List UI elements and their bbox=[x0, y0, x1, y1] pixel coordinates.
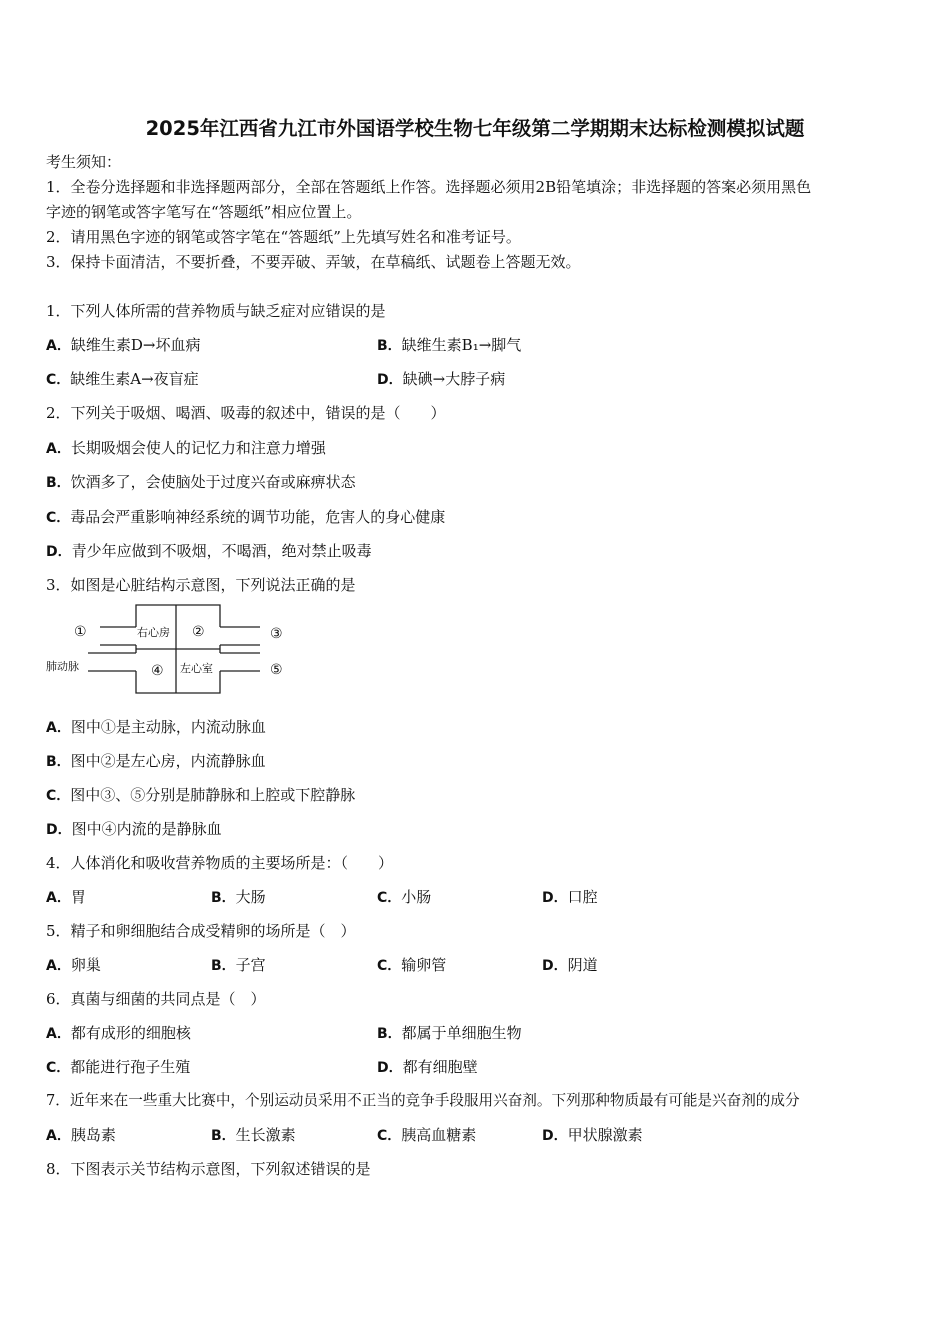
q6-option-d: D．都有细胞壁 bbox=[377, 1058, 478, 1076]
q6-option-c: C．都能进行孢子生殖 bbox=[46, 1058, 191, 1076]
page-title: 2025年江西省九江市外国语学校生物七年级第二学期期末达标检测模拟试题 bbox=[145, 117, 805, 140]
notice-item-1: 1．全卷分选择题和非选择题两部分，全部在答题纸上作答。选择题必须用2B铅笔填涂；非选择题的答案必须用黑色 bbox=[46, 178, 812, 196]
heart-structure-diagram bbox=[44, 603, 294, 695]
question-8-stem: 8．下图表示关节结构示意图，下列叙述错误的是 bbox=[46, 1160, 371, 1178]
q5-option-a: A．卵巢 bbox=[46, 956, 101, 974]
q1-option-c: C．缺维生素A→夜盲症 bbox=[46, 370, 199, 388]
q4-option-d: D．口腔 bbox=[542, 888, 598, 906]
q7-option-d: D．甲状腺激素 bbox=[542, 1126, 643, 1144]
question-6-stem: 6．真菌与细菌的共同点是（ ） bbox=[46, 990, 266, 1008]
question-7-stem: 7．近年来在一些重大比赛中，个别运动员采用不正当的竞争手段服用兴奋剂。下列那种物质最有可能是兴奋剂的成分 bbox=[46, 1092, 800, 1109]
q7-option-a: A．胰岛素 bbox=[46, 1126, 116, 1144]
q4-option-b: B．大肠 bbox=[211, 888, 266, 906]
q3-option-a: A．图中①是主动脉，内流动脉血 bbox=[46, 718, 266, 736]
q2-option-d: D．青少年应做到不吸烟，不喝酒，绝对禁止吸毒 bbox=[46, 542, 372, 560]
q3-option-d: D．图中④内流的是静脉血 bbox=[46, 820, 222, 838]
q7-option-b: B．生长激素 bbox=[211, 1126, 296, 1144]
q6-option-a: A．都有成形的细胞核 bbox=[46, 1024, 191, 1042]
heart-top-edge bbox=[136, 605, 220, 627]
q2-option-a: A．长期吸烟会使人的记忆力和注意力增强 bbox=[46, 439, 326, 457]
question-2-stem: 2．下列关于吸烟、喝酒、吸毒的叙述中，错误的是（ ） bbox=[46, 404, 446, 422]
label-2: ② bbox=[192, 624, 205, 640]
q2-option-b: B．饮酒多了，会使脑处于过度兴奋或麻痹状态 bbox=[46, 473, 356, 491]
q5-option-b: B．子宫 bbox=[211, 956, 266, 974]
q1-option-a: A．缺维生素D→坏血病 bbox=[46, 336, 201, 354]
question-3-stem: 3．如图是心脏结构示意图，下列说法正确的是 bbox=[46, 576, 356, 594]
label-4: ④ bbox=[151, 663, 164, 679]
question-4-stem: 4．人体消化和吸收营养物质的主要场所是：（ ） bbox=[46, 854, 394, 872]
q1-option-b: B．缺维生素B₁→脚气 bbox=[377, 336, 522, 354]
label-right-atrium: 右心房 bbox=[137, 626, 170, 639]
notice-item-3: 3．保持卡面清洁，不要折叠，不要弄破、弄皱，在草稿纸、试题卷上答题无效。 bbox=[46, 253, 581, 271]
q7-option-c: C．胰高血糖素 bbox=[377, 1126, 477, 1144]
q1-option-d: D．缺碘→大脖子病 bbox=[377, 370, 506, 388]
q3-option-b: B．图中②是左心房，内流静脉血 bbox=[46, 752, 266, 770]
label-pulmonary-artery: 肺动脉 bbox=[46, 660, 79, 673]
question-5-stem: 5．精子和卵细胞结合成受精卵的场所是（ ） bbox=[46, 922, 356, 940]
label-5: ⑤ bbox=[270, 662, 283, 678]
label-1: ① bbox=[74, 624, 87, 640]
notice-item-1-cont: 字迹的钢笔或答字笔写在“答题纸”相应位置上。 bbox=[46, 203, 362, 221]
q5-option-c: C．输卵管 bbox=[377, 956, 447, 974]
q6-option-b: B．都属于单细胞生物 bbox=[377, 1024, 522, 1042]
q4-option-a: A．胃 bbox=[46, 888, 86, 906]
q2-option-c: C．毒品会严重影响神经系统的调节功能，危害人的身心健康 bbox=[46, 508, 446, 526]
q3-option-c: C．图中③、⑤分别是肺静脉和上腔或下腔静脉 bbox=[46, 786, 356, 804]
label-left-ventricle: 左心室 bbox=[180, 662, 213, 675]
notice-heading: 考生须知： bbox=[46, 153, 122, 171]
q4-option-c: C．小肠 bbox=[377, 888, 432, 906]
q5-option-d: D．阴道 bbox=[542, 956, 598, 974]
question-1-stem: 1．下列人体所需的营养物质与缺乏症对应错误的是 bbox=[46, 302, 386, 320]
notice-item-2: 2．请用黑色字迹的钢笔或答字笔在“答题纸”上先填写姓名和准考证号。 bbox=[46, 228, 521, 246]
label-3: ③ bbox=[270, 626, 283, 642]
